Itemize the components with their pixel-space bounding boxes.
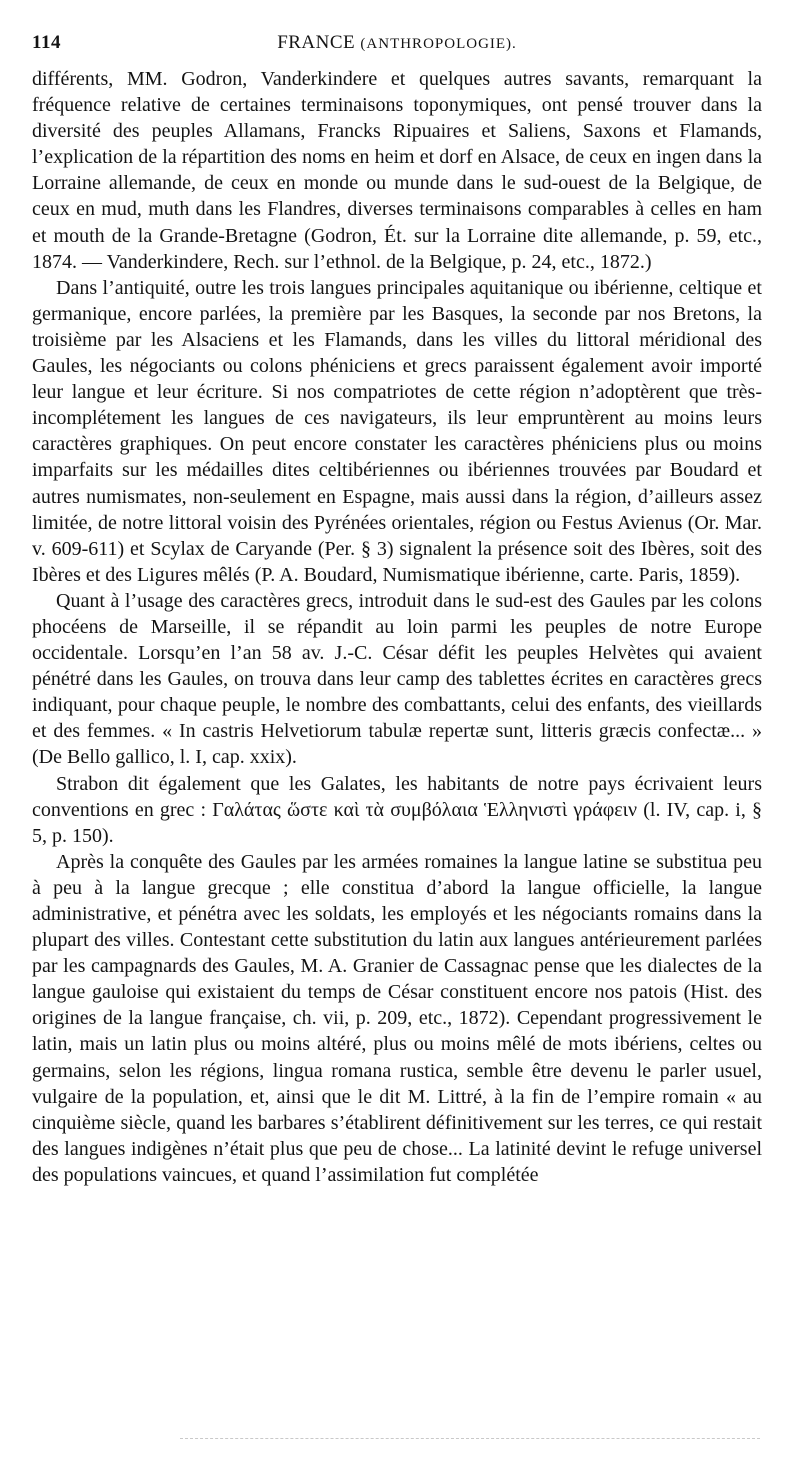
paragraph-1: différents, MM. Godron, Vanderkindere et quelques autres savants, remarquant la fréquence relative de certaines terminaisons toponymiques, ont pensé trouver dans la diversité des peuples Allamans, Francks Ripuaires et Saliens, Saxons et Flamands, l’explication de la répartition des noms en heim et dorf en Alsace, de ceux en ingen dans la Lorraine allemande, de ceux en monde ou munde dans le sud-ouest de la Belgique, de ceux en mud, muth dans les Flandres, diverses terminaisons comparables à celles en ham et mouth de la Grande-Bretagne (Godron, Ét. sur la Lorraine dite allemande, p. 59, etc., 1874. — Vanderkindere, Rech. sur l’ethnol. de la Belgique, p. 24, etc., 1872.): [32, 68, 762, 273]
paragraph-4: Strabon dit également que les Galates, les habitants de notre pays écrivaient leurs conventions en grec : Γαλάτας ὥστε καὶ τὰ συμβόλαια Ἑλληνιστὶ γράφειν (l. IV, cap. i, § 5, p. 150).: [32, 772, 762, 847]
paragraph-2: Dans l’antiquité, outre les trois langues principales aquitanique ou ibérienne, celtique et germanique, encore parlées, la première par les Basques, la seconde par nos Bretons, la troisième par les Alsaciens et les Flamands, dans les villes du littoral méridional des Gaules, les négociants ou colons phéniciens et grecs paraissent également avoir importé leur langue et leur écriture. Si nos compatriotes de cette région n’adoptèrent que très-incomplétement les langues de ces navigateurs, ils leur empruntèrent au moins leurs caractères graphiques. On peut encore constater les caractères phéniciens plus ou moins imparfaits sur les médailles dites celtibériennes ou ibériennes trouvées par Boudard et autres numismates, non-seulement en Espagne, mais aussi dans la région, d’ailleurs assez limitée, de notre littoral voisin des Pyrénées orientales, région ou Festus Avienus (Or. Mar. v. 609-611) et Scylax de Caryande (Per. § 3) signalent la présence soit des Ibères, soit des Ibères et des Ligures mêlés (P. A. Boudard, Numismatique ibérienne, carte. Paris, 1859).: [32, 276, 762, 586]
page-number: 114: [32, 32, 61, 53]
running-title: [32, 32, 762, 54]
running-title-subtitle: (ANTHROPOLOGIE).: [360, 36, 517, 52]
running-title-main: FRANCE: [277, 32, 356, 53]
paragraph-3: Quant à l’usage des caractères grecs, introduit dans le sud-est des Gaules par les colons phocéens de Marseille, il se répandit au loin parmi les peuples de notre Europe occidentale. Lorsqu’en l’an 58 av. J.-C. César défit les peuples Helvètes qui avaient pénétré dans les Gaules, on trouva dans leur camp des tablettes écrites en caractères grecs indiquant, pour chaque peuple, le nombre des combattants, celui des enfants, des vieillards et des femmes. « In castris Helvetiorum tabulæ repertæ sunt, litteris græcis confectæ... » (De Bello gallico, l. I, cap. xxix).: [32, 589, 762, 769]
body-text: [32, 66, 762, 1188]
paragraph-5: Après la conquête des Gaules par les armées romaines la langue latine se substitua peu à peu à la langue grecque ; elle constitua d’abord la langue officielle, la langue administrative, et pénétra avec les soldats, les employés et les négociants romains dans la plupart des villes. Contestant cette substitution du latin aux langues antérieurement parlées par les campagnards des Gaules, M. A. Granier de Cassagnac pense que les dialectes de la langue gauloise qui existaient du temps de César constituent encore nos patois (Hist. des origines de la langue française, ch. vii, p. 209, etc., 1872). Cependant progressivement le latin, mais un latin plus ou moins altéré, plus ou moins mêlé de mots ibériens, celtes ou germains, selon les régions, lingua romana rustica, semble être devenu le parler usuel, vulgaire de la population, et, ainsi que le dit M. Littré, à la fin de l’empire romain « au cinquième siècle, quand les barbares s’établirent définitivement sur les terres, ce qui restait des langues indigènes n’était plus que peu de chose... La latinité devint le refuge universel des populations vaincues, et quand l’assimilation fut complétée: [32, 850, 762, 1186]
page-header: [32, 32, 762, 66]
footer-rule: [180, 1438, 760, 1439]
document-page: [32, 32, 762, 1188]
